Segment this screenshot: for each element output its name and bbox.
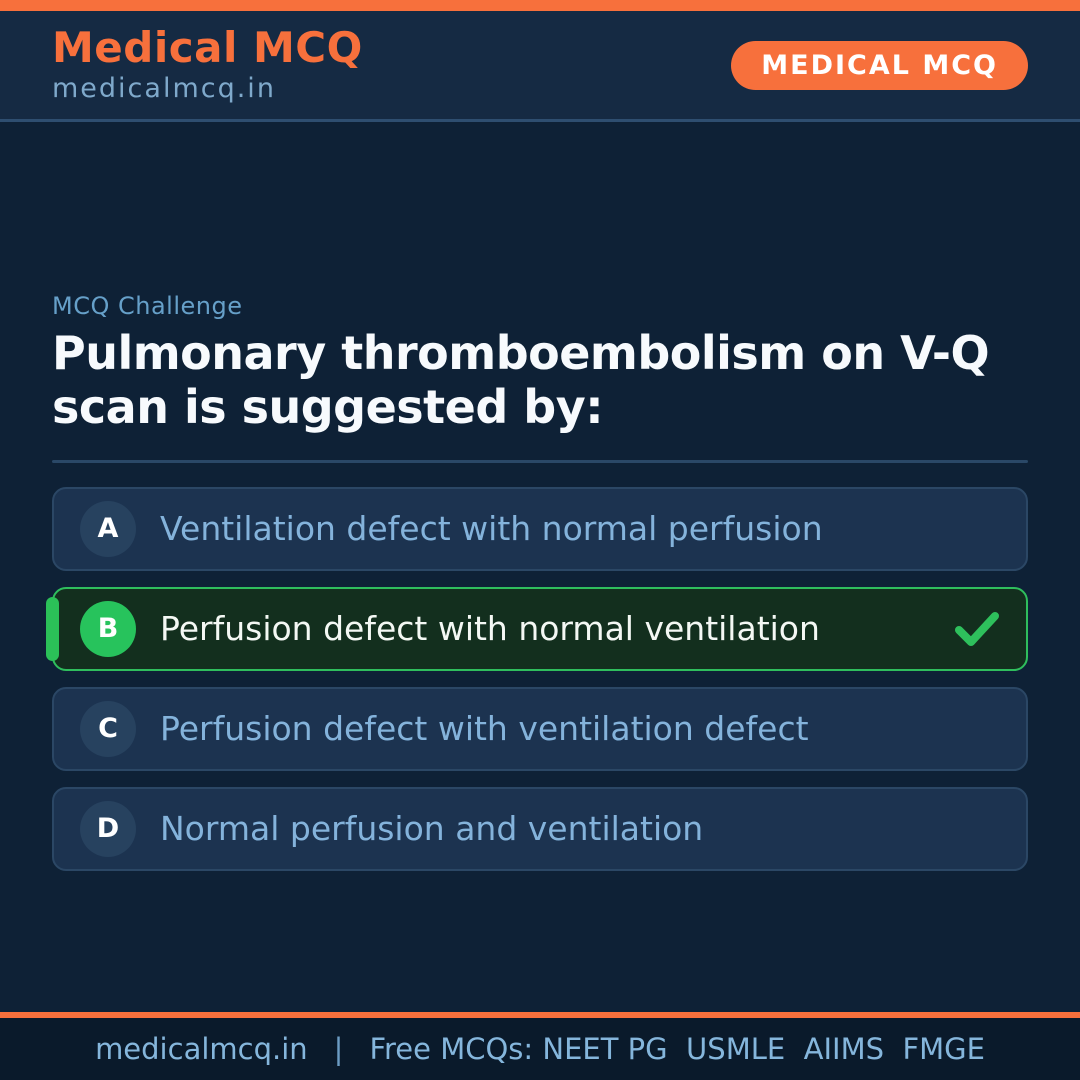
option-b-letter-badge xyxy=(80,601,136,657)
option-d-letter-badge xyxy=(80,801,136,857)
options-list xyxy=(52,487,1028,871)
footer xyxy=(0,1018,1080,1080)
question-title: Pulmonary thromboembolism on V-Q scan is suggested by: xyxy=(52,326,990,435)
option-a[interactable] xyxy=(52,487,1028,571)
brand-block xyxy=(52,22,363,105)
footer-separator: | xyxy=(333,1032,344,1066)
brand-title: Medical MCQ xyxy=(52,22,363,72)
option-c[interactable] xyxy=(52,687,1028,771)
option-c-letter-badge xyxy=(80,701,136,757)
option-d-label: Normal perfusion and ventilation xyxy=(160,809,704,849)
option-b-label: Perfusion defect with normal ventilation xyxy=(160,609,820,649)
option-c-label: Perfusion defect with ventilation defect xyxy=(160,709,809,749)
brand-badge: MEDICAL MCQ xyxy=(731,41,1028,90)
divider xyxy=(52,460,1028,463)
option-c-letter: C xyxy=(98,713,118,745)
header xyxy=(0,11,1080,122)
brand-subtitle: medicalmcq.in xyxy=(52,73,276,105)
option-b-letter: B xyxy=(97,613,119,645)
option-d[interactable] xyxy=(52,787,1028,871)
footer-tagline: Free MCQs: NEET PG USMLE AIIMS FMGE xyxy=(369,1032,985,1066)
footer-site: medicalmcq.in xyxy=(95,1032,308,1066)
option-b[interactable] xyxy=(52,587,1028,671)
option-a-label: Ventilation defect with normal perfusion xyxy=(160,509,823,549)
option-a-letter-badge xyxy=(80,501,136,557)
option-a-letter: A xyxy=(97,513,119,545)
question-section xyxy=(0,122,1080,1012)
option-d-letter: D xyxy=(96,813,120,845)
selected-accent-bar xyxy=(46,597,59,661)
eyebrow-label: MCQ Challenge xyxy=(52,292,243,320)
top-accent-bar xyxy=(0,0,1080,11)
checkmark-icon xyxy=(954,611,1000,647)
